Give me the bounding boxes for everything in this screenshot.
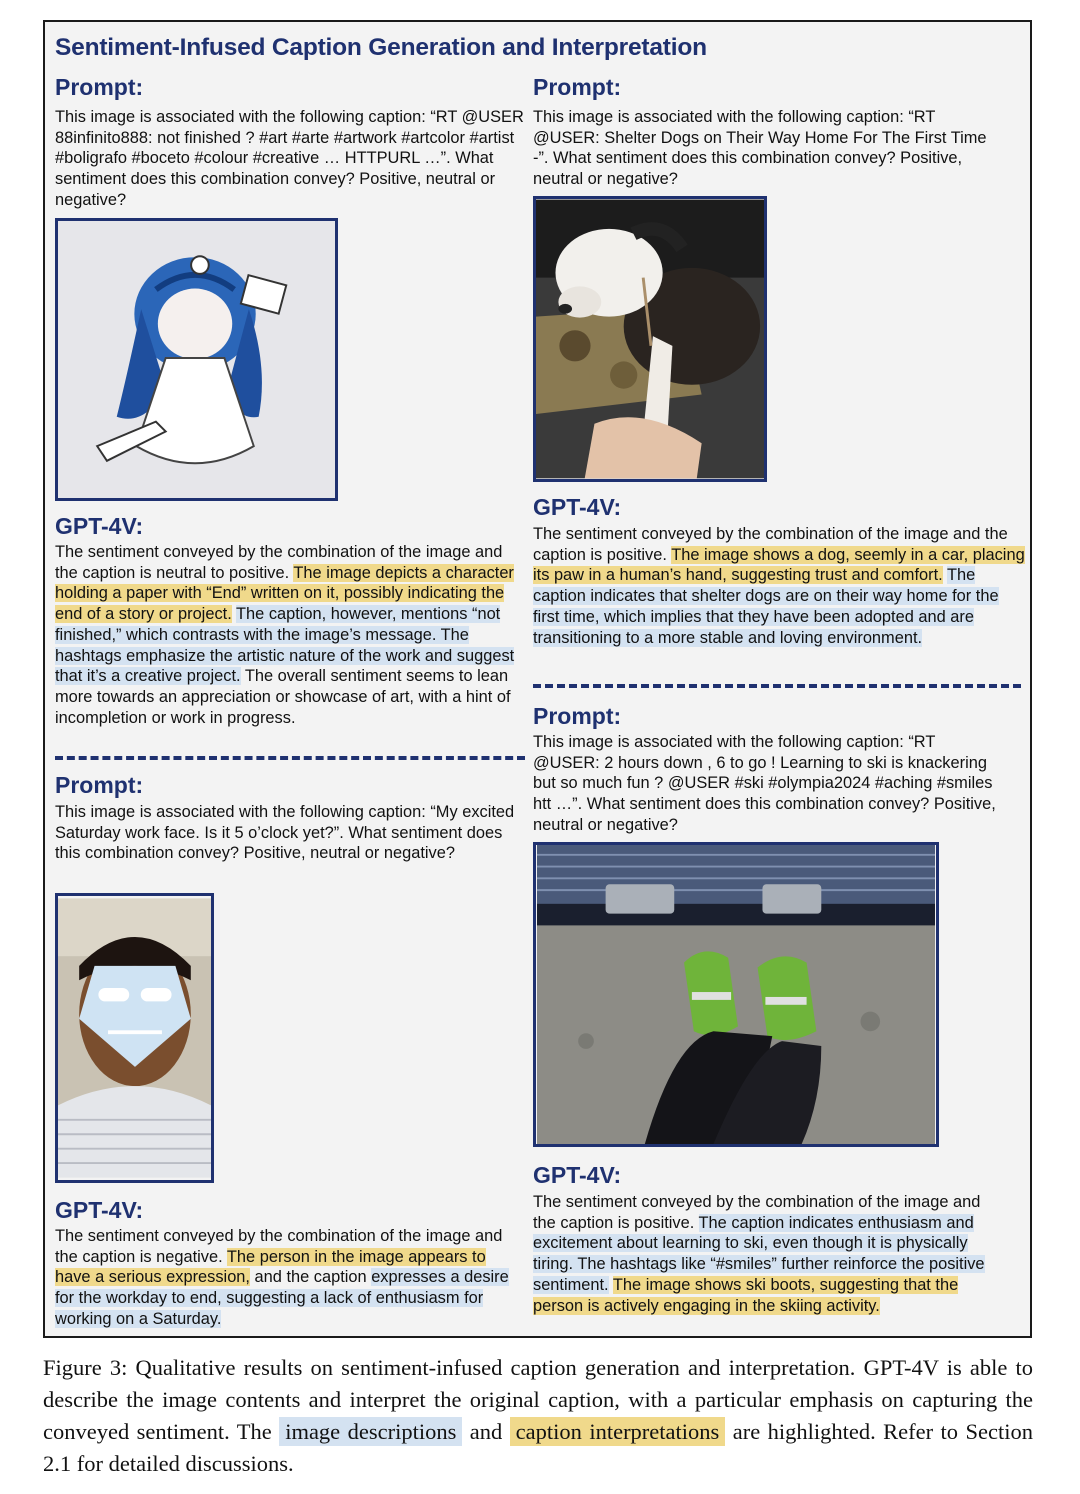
prompt-heading: Prompt: (55, 772, 144, 798)
answer-text: The overall sentiment seems to lean more towards an appreciation or showcase of art, with a hint of incompletion or work in progress. (55, 667, 511, 727)
image-description-highlight: The image shows a dog, seemly in a car, placing its paw in a human’s hand, suggesting trust and comfort. (533, 545, 1025, 585)
caption-text: Figure 3: Qualitative results on sentiment-infused caption generation and interpretation. GPT-4V is able to describe the image contents and interpret the original caption, with a particular emphasis on capturing the conveyed sentiment. The (43, 1355, 1033, 1444)
prompt-heading: Prompt: (55, 74, 144, 100)
prompt-text: This image is associated with the following caption: “RT @USER: 2 hours down , 6 to go ! Learning to ski is knackering but so much fun ? @USER #ski #olympia2024 #aching #smiles htt …”. What sentiment does this combination convey? Positive, neutral or negative? (533, 733, 996, 834)
ski-boots-image (533, 842, 939, 1147)
section-divider (533, 684, 1021, 688)
prompt-heading: Prompt: (533, 74, 622, 100)
answer-text: The sentiment conveyed by the combination of the image and the caption is neutral to positive. (55, 543, 503, 582)
gpt4v-answer (533, 524, 1025, 648)
prompt-text: This image is associated with the following caption: “My excited Saturday work face. Is it 5 o’clock yet?”. What sentiment does this combination convey? Positive, neutral or negative? (55, 803, 515, 863)
ski-boots-illustration (536, 845, 936, 1144)
gpt4v-answer (533, 1192, 1003, 1316)
caption-highlight-yellow: caption interpretations (510, 1417, 726, 1446)
answer-text: The sentiment conveyed by the combination of the image and the caption is positive. (533, 525, 1008, 564)
gpt4v-heading: GPT-4V: (55, 513, 144, 539)
figure-panel (43, 20, 1032, 1338)
caption-highlight-blue: image descriptions (279, 1417, 462, 1446)
gpt4v-heading: GPT-4V: (533, 494, 622, 520)
selfie-illustration (58, 896, 211, 1180)
answer-text: The sentiment conveyed by the combination of the image and the caption is negative. (55, 1227, 503, 1266)
drawing-illustration (58, 221, 335, 498)
selfie-image (55, 893, 214, 1183)
answer-text: The sentiment conveyed by the combination of the image and the caption is positive. (533, 1193, 981, 1232)
caption-interpretation-highlight: The caption indicates enthusiasm and excitement about learning to ski, even though it is physically tiring. The hashtags like “#smiles” further reinforce the positive sentiment. (533, 1213, 985, 1294)
caption-interpretation-highlight: The caption indicates that shelter dogs are on their way home for the first time, which implies that they have been adopted and are transitioning to a more stable and loving environment. (533, 566, 999, 647)
dog-image (533, 196, 767, 482)
caption-interpretation-highlight: The image depicts a character holding a paper with “End” written on it, possibly indicating the end of a story or project. (55, 563, 514, 624)
prompt-heading: Prompt: (533, 703, 622, 729)
image-description-highlight: The caption, however, mentions “not finished,” which contrasts with the image’s message. The hashtags emphasize the artistic nature of the work and suggest that it’s a creative project. (55, 605, 515, 686)
image-description-highlight: The image shows ski boots, suggesting that the person is actively engaging in the skiing activity. (533, 1275, 959, 1315)
answer-text: and the caption (249, 1268, 372, 1287)
gpt4v-heading: GPT-4V: (55, 1197, 144, 1223)
drawing-image (55, 218, 338, 501)
image-description-highlight: expresses a desire for the workday to end, suggesting a lack of enthusiasm for working on a Saturday. (55, 1268, 509, 1328)
section-divider (55, 756, 525, 760)
caption-interpretation-highlight: The person in the image appears to have a serious expression, (55, 1247, 486, 1287)
figure-title: Sentiment-Infused Caption Generation and Interpretation (55, 34, 707, 61)
gpt4v-answer (55, 542, 525, 728)
caption-text: are highlighted. Refer to Section 2.1 for detailed discussions. (43, 1419, 1033, 1476)
figure-caption (43, 1352, 1033, 1480)
prompt-text: This image is associated with the following caption: “RT @USER: Shelter Dogs on Their Way Home For The First Time -”. What sentiment does this combination convey? Positive, neutral or negative? (533, 108, 987, 189)
prompt-text: This image is associated with the following caption: “RT @USER 88infinito888: not finished ? #art #arte #artwork #artcolor #artist #boligrafo #boceto #colour #creative … HTTPURL …”. What sentiment does this combination convey? Positive, neutral or negative? (55, 108, 524, 209)
gpt4v-answer (55, 1226, 525, 1330)
gpt4v-heading: GPT-4V: (533, 1162, 622, 1188)
caption-text: and (462, 1419, 510, 1444)
dog-illustration (536, 199, 764, 479)
